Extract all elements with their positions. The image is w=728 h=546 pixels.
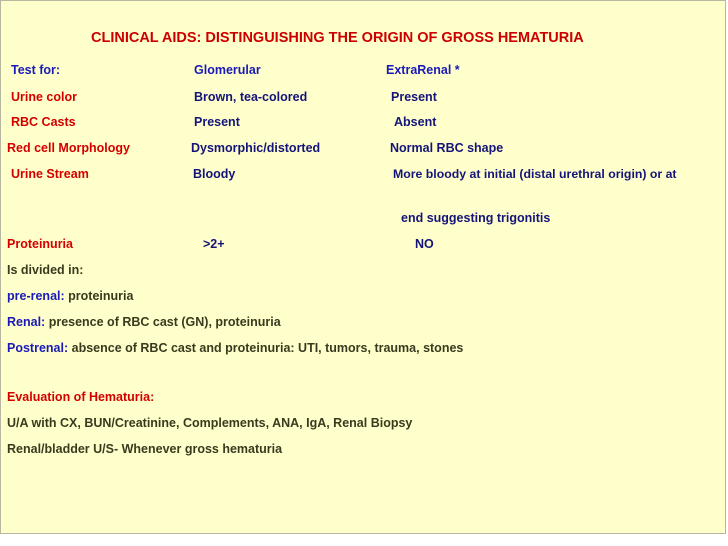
row-proteinuria-extrarenal: NO	[415, 237, 434, 251]
page-title: CLINICAL AIDS: DISTINGUISHING THE ORIGIN OF GROSS HEMATURIA	[91, 30, 584, 46]
row-urine-stream-label: Urine Stream	[11, 167, 89, 181]
divided-text: presence of RBC cast (GN), proteinuria	[45, 315, 281, 329]
divided-term: Postrenal	[7, 341, 64, 355]
row-urine-stream-glomerular: Bloody	[193, 167, 236, 181]
row-rbc-casts-glomerular: Present	[194, 115, 240, 129]
row-rbc-casts-extrarenal: Absent	[394, 115, 437, 129]
divided-text: absence of RBC cast and proteinuria: UTI, tumors, trauma, stones	[68, 341, 464, 355]
row-morphology-extrarenal: Normal RBC shape	[390, 141, 504, 155]
divided-text: proteinuria	[64, 289, 134, 303]
row-urine-color-label: Urine color	[11, 90, 77, 104]
divided-item-postrenal: Postrenal: absence of RBC cast and proteinuria: UTI, tumors, trauma, stones	[7, 341, 464, 355]
header-extrarenal: ExtraRenal *	[386, 63, 460, 77]
evaluation-heading: Evaluation of Hematuria:	[7, 390, 155, 404]
header-glomerular: Glomerular	[194, 63, 261, 77]
header-test-for: Test for:	[11, 63, 61, 77]
row-morphology-label: Red cell Morphology	[7, 141, 130, 155]
row-morphology-glomerular: Dysmorphic/distorted	[191, 141, 321, 155]
row-proteinuria-glomerular: >2+	[203, 237, 225, 251]
evaluation-line: Renal/bladder U/S- Whenever gross hematuria	[7, 442, 283, 456]
row-urine-color-glomerular: Brown, tea-colored	[194, 90, 308, 104]
row-urine-stream-extrarenal: More bloody at initial (distal urethral origin) or at	[393, 167, 677, 181]
divided-item-renal: Renal: presence of RBC cast (GN), proteinuria	[7, 315, 281, 329]
row-proteinuria-label: Proteinuria	[7, 237, 73, 251]
row-urine-color-extrarenal: Present	[391, 90, 437, 104]
row-rbc-casts-label: RBC Casts	[11, 115, 76, 129]
evaluation-line: U/A with CX, BUN/Creatinine, Complements, ANA, IgA, Renal Biopsy	[7, 416, 413, 430]
divided-intro: Is divided in:	[7, 263, 84, 277]
divided-term: pre-renal	[7, 289, 61, 303]
row-urine-stream-extrarenal-cont: end suggesting trigonitis	[401, 211, 551, 225]
divided-term: Renal	[7, 315, 42, 329]
divided-item-pre-renal: pre-renal: proteinuria	[7, 289, 134, 303]
